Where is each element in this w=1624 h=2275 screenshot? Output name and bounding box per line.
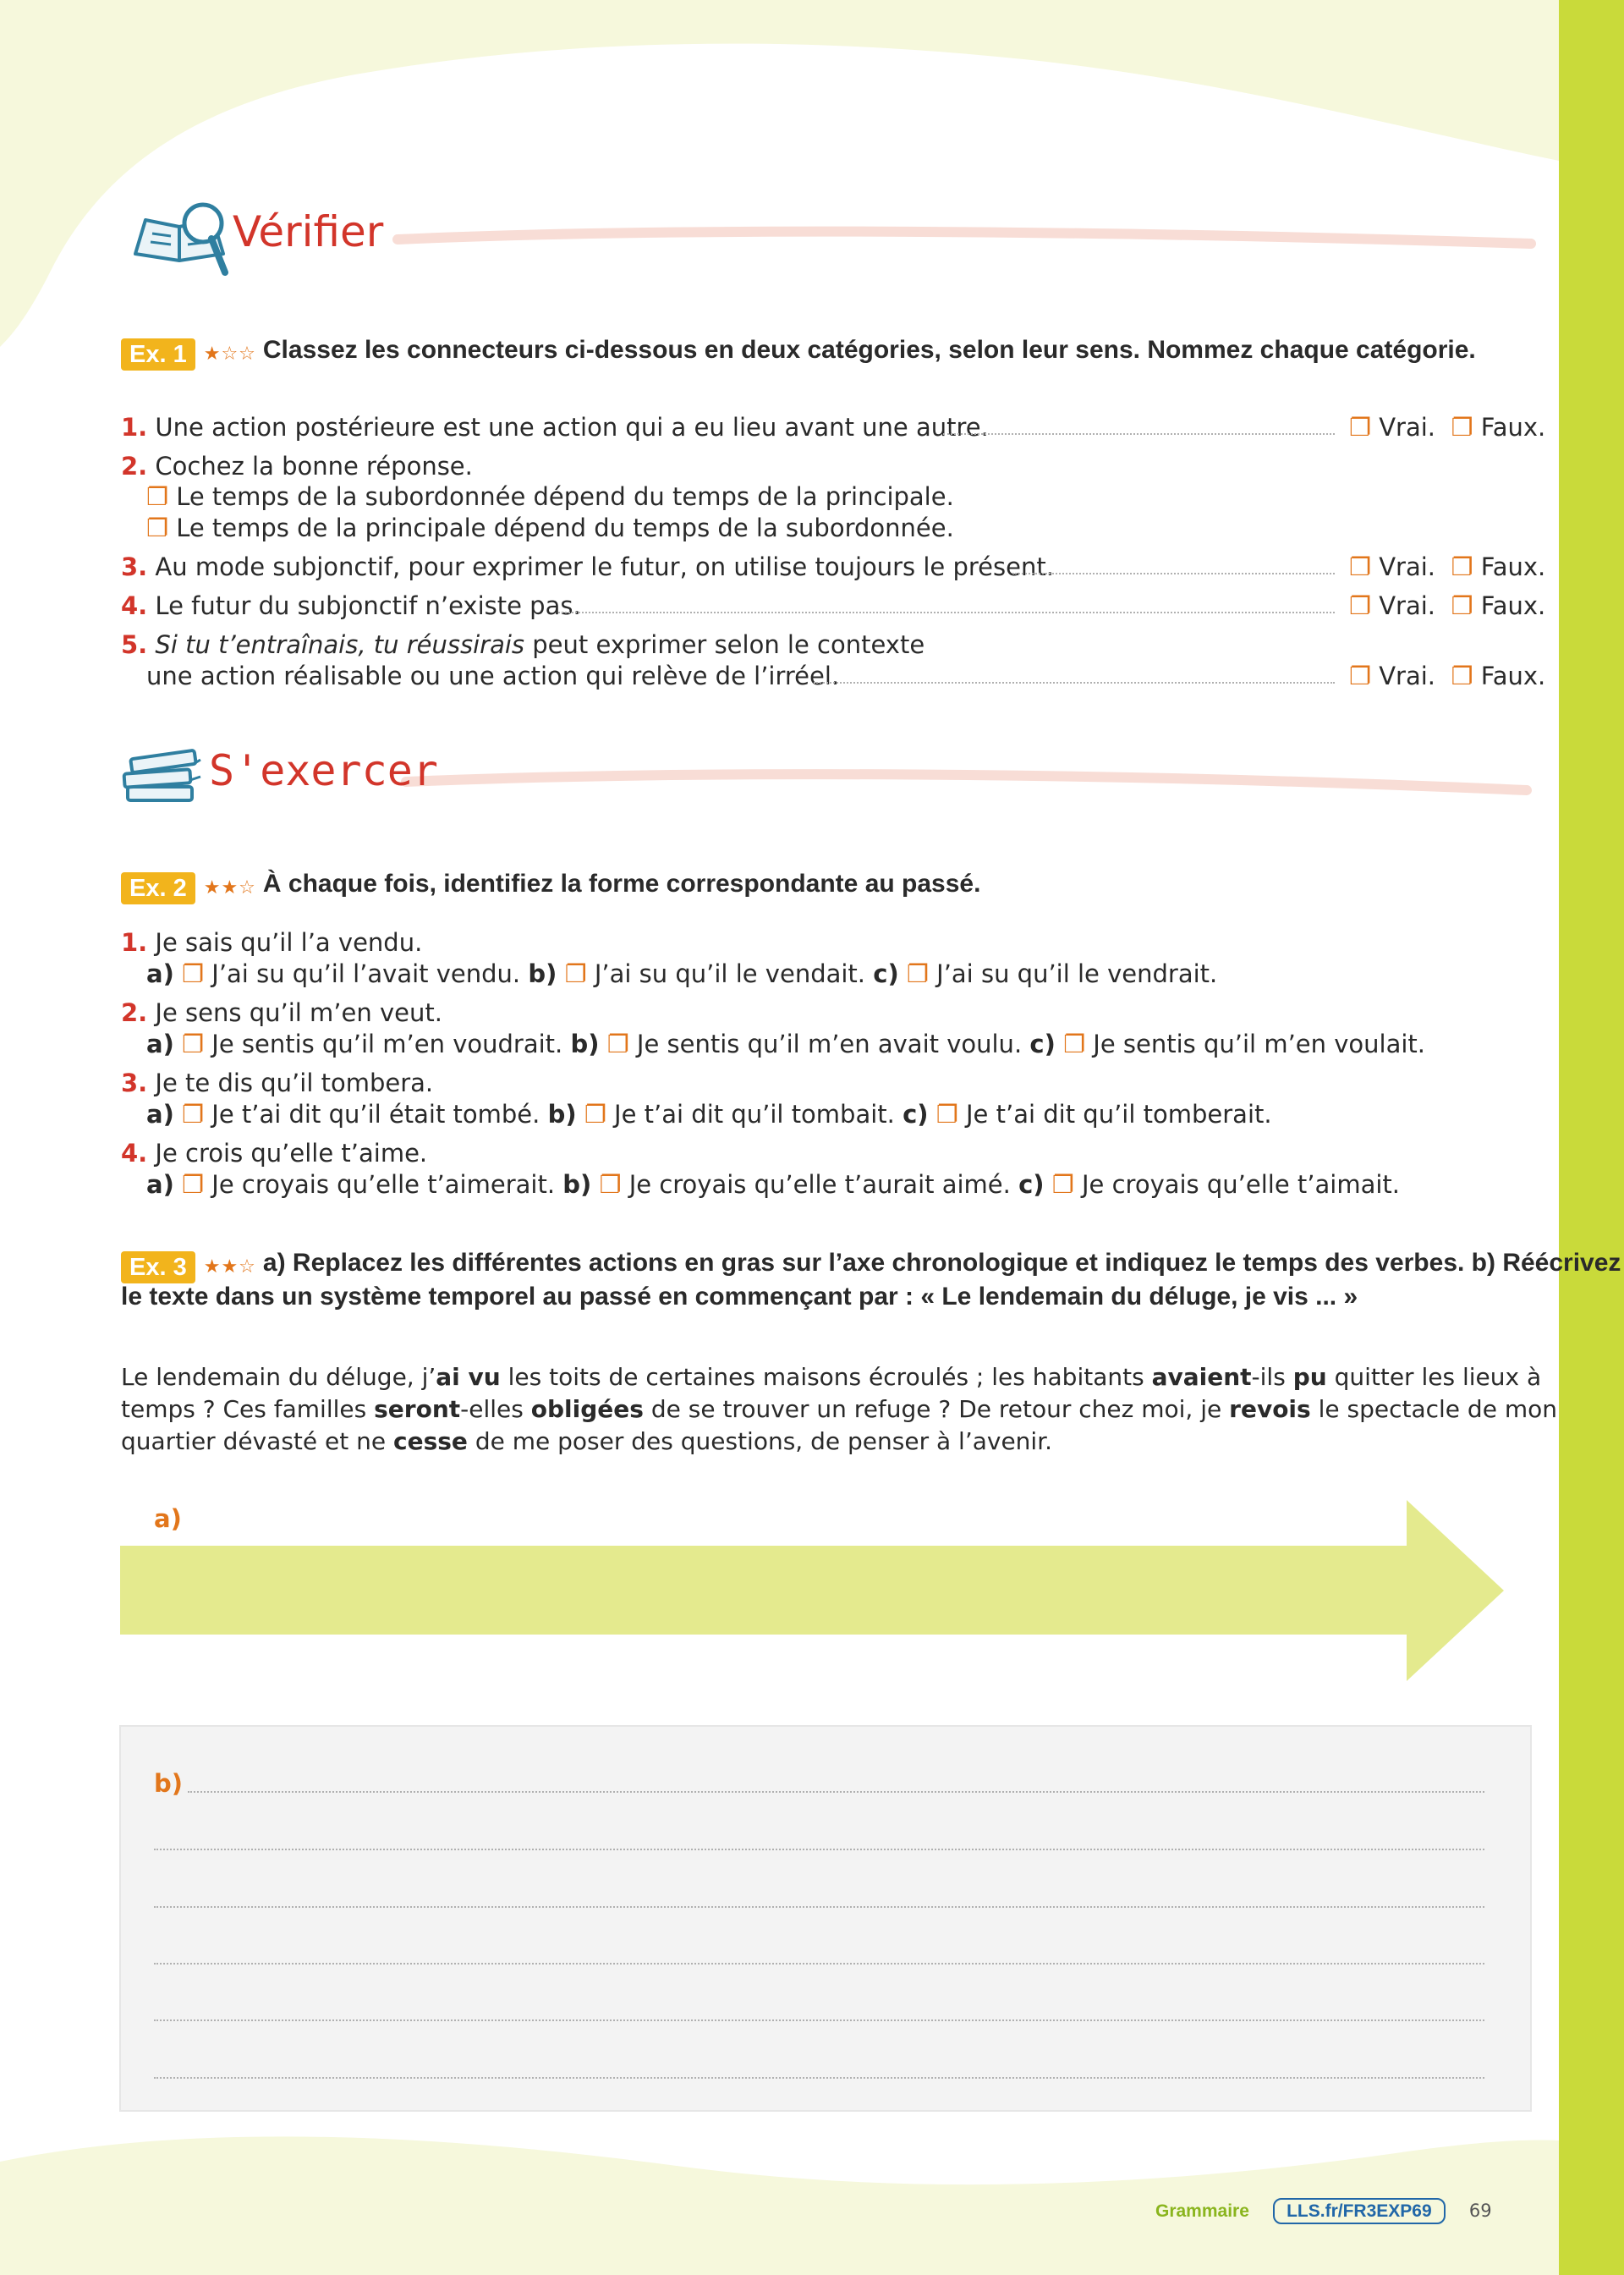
q-text: Au mode subjonctif, pour exprimer le futur, on utilise toujours le présent. — [155, 552, 1054, 581]
option-text: J’ai su qu’il le vendait. — [594, 959, 866, 988]
answer-line[interactable] — [154, 1963, 1484, 1965]
option-text: Je t’ai dit qu’il tomberait. — [966, 1100, 1272, 1129]
faux-option[interactable]: Faux. — [1480, 552, 1546, 581]
vrai-option[interactable]: Vrai. — [1379, 662, 1436, 690]
option-label: a) — [146, 959, 174, 988]
ex1-q5 — [121, 629, 924, 661]
dotted-line — [558, 612, 1335, 613]
ex1-q1-vf[interactable]: ❐ Vrai. ❐ Faux. — [1349, 413, 1546, 442]
timeline-label-a: a) — [154, 1504, 182, 1533]
q-text: Je crois qu’elle t’aime. — [155, 1139, 428, 1168]
q-number: 5. — [121, 630, 148, 659]
dotted-line — [943, 433, 1335, 435]
ex1-q2-opt2[interactable]: ❐ Le temps de la principale dépend du temps de la subordonnée. — [146, 514, 954, 542]
ex1-badge: Ex. 1 — [121, 338, 195, 371]
checkbox[interactable]: ❐ — [906, 959, 929, 988]
ex3-stars: ★★☆ — [203, 1256, 256, 1278]
q-text: Je sens qu’il m’en veut. — [155, 998, 442, 1027]
answer-line[interactable] — [154, 1906, 1484, 1908]
writing-area — [120, 1726, 1531, 2111]
ex2-q1 — [121, 926, 422, 959]
vrai-option[interactable]: Vrai. — [1379, 591, 1436, 620]
checkbox[interactable]: ❐ — [584, 1100, 606, 1129]
q-number: 2. — [121, 452, 148, 481]
timeline-arrow — [120, 1500, 1504, 1681]
ex1-q3-vf[interactable]: ❐ Vrai. ❐ Faux. — [1349, 552, 1546, 581]
checkbox[interactable]: ❐ — [935, 1100, 958, 1129]
option-label: b) — [547, 1100, 577, 1129]
ex1-q5-line2: une action réalisable ou une action qui relève de l’irréel. — [146, 662, 840, 690]
option-label: a) — [146, 1030, 174, 1058]
ex3-header — [121, 1249, 1621, 1283]
q-number: 3. — [121, 552, 148, 581]
checkbox[interactable]: ❐ — [1051, 1170, 1074, 1199]
footer-chapter: Grammaire — [1155, 2201, 1249, 2221]
option-label: b) — [562, 1170, 592, 1199]
option-text: J’ai su qu’il l’avait vendu. — [211, 959, 521, 988]
checkbox[interactable]: ❐ — [182, 959, 205, 988]
ex1-q2-opt1[interactable]: ❐ Le temps de la subordonnée dépend du temps de la principale. — [146, 482, 954, 511]
faux-option[interactable]: Faux. — [1480, 662, 1546, 690]
option-label: a) — [146, 1100, 174, 1129]
q-number: 4. — [121, 591, 148, 620]
ex2-stars: ★★☆ — [203, 877, 256, 898]
ex2-consigne: À chaque fois, identifiez la forme correspondante au passé. — [262, 870, 981, 898]
option-text: Je t’ai dit qu’il tombait. — [614, 1100, 895, 1129]
footer — [1155, 2201, 1492, 2222]
q-text: Je te dis qu’il tombera. — [155, 1069, 434, 1097]
ex2-q2 — [121, 997, 442, 1029]
ex3-consigne-line2: le texte dans un système temporel au passé en commençant par : « Le lendemain du déluge, je vis ... » — [121, 1283, 1358, 1311]
section-title-verifier: Vérifier — [233, 207, 384, 256]
ex1-q4-vf[interactable]: ❐ Vrai. ❐ Faux. — [1349, 591, 1546, 620]
section-title-exercer: S'exercer — [209, 746, 438, 795]
dotted-line — [814, 682, 1335, 684]
ex2-q4-options — [146, 1168, 1400, 1201]
option-text: Le temps de la principale dépend du temps de la subordonnée. — [176, 514, 954, 542]
answer-line[interactable] — [154, 2019, 1484, 2021]
option-label: b) — [528, 959, 557, 988]
ex3-text-line3: quartier dévasté et ne cesse de me poser des questions, de penser à l’avenir. — [121, 1427, 1053, 1455]
ex1-header — [121, 336, 1476, 371]
ex3-consigne-line1: a) Replacez les différentes actions en gras sur l’axe chronologique et indiquez le temps des verbes. b) Réécrivez — [262, 1249, 1621, 1277]
ex3-text-line1: Le lendemain du déluge, j’ai vu les toits de certaines maisons écroulés ; les habitants avaient-ils pu quitter les lieux à — [121, 1363, 1542, 1391]
option-text: Je sentis qu’il m’en voudrait. — [211, 1030, 563, 1058]
option-text: Je croyais qu’elle t’aimerait. — [211, 1170, 556, 1199]
q-text: Le futur du subjonctif n’existe pas. — [155, 591, 581, 620]
option-label: b) — [570, 1030, 600, 1058]
q-text: Je sais qu’il l’a vendu. — [155, 928, 423, 957]
ex2-q3-options — [146, 1098, 1272, 1130]
ex1-consigne: Classez les connecteurs ci-dessous en deux catégories, selon leur sens. Nommez chaque catégorie. — [262, 336, 1476, 364]
checkbox[interactable]: ❐ — [182, 1030, 205, 1058]
checkbox[interactable]: ❐ — [564, 959, 587, 988]
page-number: 69 — [1468, 2201, 1492, 2221]
option-label: c) — [1029, 1030, 1056, 1058]
ex1-q5-vf[interactable]: ❐ Vrai. ❐ Faux. — [1349, 662, 1546, 690]
faux-option[interactable]: Faux. — [1480, 413, 1546, 442]
checkbox[interactable]: ❐ — [182, 1170, 205, 1199]
ex1-q1 — [121, 411, 989, 443]
q-text: Cochez la bonne réponse. — [155, 452, 473, 481]
checkbox[interactable]: ❐ — [606, 1030, 629, 1058]
magnifier-book-icon — [127, 196, 235, 281]
ex2-q3 — [121, 1067, 433, 1099]
dotted-line — [1012, 573, 1335, 574]
ex1-q3 — [121, 551, 1054, 583]
option-label: c) — [903, 1100, 929, 1129]
q-number: 4. — [121, 1139, 148, 1168]
footer-link[interactable]: LLS.fr/FR3EXP69 — [1273, 2198, 1446, 2224]
side-color-bar — [1559, 0, 1624, 2275]
option-text: Le temps de la subordonnée dépend du temps de la principale. — [176, 482, 954, 511]
q-number: 2. — [121, 998, 148, 1027]
q-text: Une action postérieure est une action qui a eu lieu avant une autre. — [155, 413, 989, 442]
ex2-q2-options — [146, 1028, 1425, 1060]
writing-label-b: b) — [154, 1769, 184, 1798]
option-text: Je sentis qu’il m’en avait voulu. — [636, 1030, 1023, 1058]
faux-option[interactable]: Faux. — [1480, 591, 1546, 620]
vrai-option[interactable]: Vrai. — [1379, 413, 1436, 442]
ex2-header — [121, 870, 980, 904]
checkbox[interactable]: ❐ — [182, 1100, 205, 1129]
option-text: J’ai su qu’il le vendrait. — [936, 959, 1218, 988]
option-text: Je t’ai dit qu’il était tombé. — [211, 1100, 540, 1129]
answer-line[interactable] — [154, 1849, 1484, 1850]
answer-line[interactable] — [154, 2077, 1484, 2079]
books-icon — [121, 746, 206, 805]
ex1-stars: ★☆☆ — [203, 343, 256, 365]
ex3-text-line2: temps ? Ces familles seront-elles obligées de se trouver un refuge ? De retour chez moi, je revois le spectacle de mon — [121, 1395, 1557, 1423]
q-number: 1. — [121, 928, 148, 957]
ex2-q1-options — [146, 958, 1217, 990]
ex2-badge: Ex. 2 — [121, 872, 195, 904]
ex3-badge: Ex. 3 — [121, 1251, 195, 1283]
ex1-q2 — [121, 450, 473, 482]
q-number: 3. — [121, 1069, 148, 1097]
option-label: a) — [146, 1170, 174, 1199]
option-text: Je croyais qu’elle t’aimait. — [1081, 1170, 1400, 1199]
q-number: 1. — [121, 413, 148, 442]
option-text: Je croyais qu’elle t’aurait aimé. — [628, 1170, 1011, 1199]
vrai-option[interactable]: Vrai. — [1379, 552, 1436, 581]
option-label: c) — [873, 959, 899, 988]
ex2-q4 — [121, 1137, 427, 1169]
q-text: peut exprimer selon le contexte — [524, 630, 925, 659]
option-text: Je sentis qu’il m’en voulait. — [1093, 1030, 1425, 1058]
ex1-q4 — [121, 590, 581, 622]
checkbox[interactable]: ❐ — [1063, 1030, 1086, 1058]
answer-line[interactable] — [188, 1791, 1484, 1793]
option-label: c) — [1018, 1170, 1045, 1199]
q-italic-text: Si tu t’entraînais, tu réussirais — [155, 630, 525, 659]
checkbox[interactable]: ❐ — [599, 1170, 622, 1199]
